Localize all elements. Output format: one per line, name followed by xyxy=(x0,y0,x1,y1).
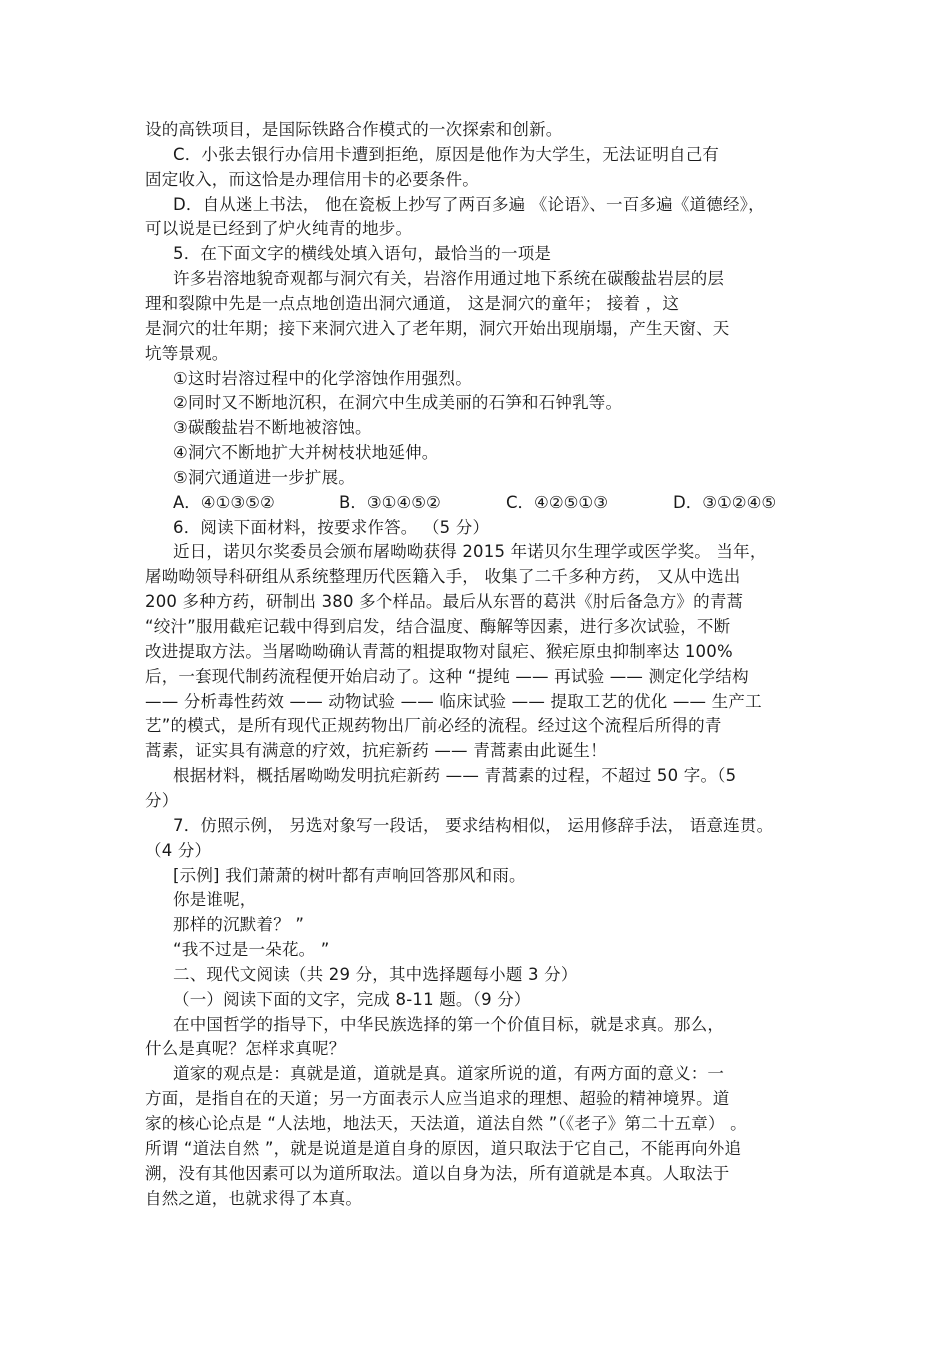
text-line: （一）阅读下面的文字，完成 8-11 题。（9 分） xyxy=(173,990,531,1009)
text-line: “我不过是一朵花。 ” xyxy=(173,940,330,959)
text-line: 屠呦呦领导科研组从系统整理历代医籍入手， 收集了二千多种方药， 又从中选出 xyxy=(145,567,741,586)
text-line: 坑等景观。 xyxy=(145,344,229,363)
text-line: ③碳酸盐岩不断地被溶蚀。 xyxy=(173,418,372,437)
text-line: 那样的沉默着？ ” xyxy=(173,915,305,934)
text-line: 所谓 “道法自然 ”，就是说道是道自身的原因，道只取法于它自己，不能再向外追 xyxy=(145,1139,742,1158)
text-line: 理和裂隙中先是一点点地创造出洞穴通道， 这是洞穴的童年； 接着 ，这 xyxy=(145,294,680,313)
text-line: 根据材料，概括屠呦呦发明抗疟新药 —— 青蒿素的过程，不超过 50 字。（5 xyxy=(173,766,737,785)
text-line: 溯，没有其他因素可以为道所取法。道以自身为法，所有道就是本真。人取法于 xyxy=(145,1164,730,1183)
text-line: 近日，诺贝尔奖委员会颁布屠呦呦获得 2015 年诺贝尔生理学或医学奖。 当年， xyxy=(173,542,767,561)
text-line: 200 多种方药，研制出 380 多个样品。最后从东晋的葛洪《肘后备急方》的青蒿 xyxy=(145,592,744,611)
answer-option: C．④②⑤①③ xyxy=(506,493,608,512)
answer-option: B．③①④⑤② xyxy=(339,493,441,512)
text-line: 你是谁呢， xyxy=(173,890,257,909)
text-line: 是洞穴的壮年期；接下来洞穴进入了老年期，洞穴开始出现崩塌，产生天窗、天 xyxy=(145,319,730,338)
text-line: ①这时岩溶过程中的化学溶蚀作用强烈。 xyxy=(173,369,472,388)
text-line: 二、现代文阅读（共 29 分，其中选择题每小题 3 分） xyxy=(173,965,578,984)
text-line: 6．阅读下面材料，按要求作答。 （5 分） xyxy=(173,518,490,537)
text-line: 可以说是已经到了炉火纯青的地步。 xyxy=(145,219,413,238)
text-line: 分） xyxy=(145,791,179,810)
text-line: —— 分析毒性药效 —— 动物试验 —— 临床试验 —— 提取工艺的优化 —— 生产工 xyxy=(145,692,762,711)
text-line: 什么是真呢？怎样求真呢？ xyxy=(145,1039,346,1058)
text-line: 固定收入，而这恰是办理信用卡的必要条件。 xyxy=(145,170,479,189)
text-line: 5．在下面文字的横线处填入语句，最恰当的一项是 xyxy=(173,244,552,263)
text-line: ②同时又不断地沉积，在洞穴中生成美丽的石笋和石钟乳等。 xyxy=(173,393,623,412)
text-line: 蒿素，证实具有满意的疗效，抗疟新药 —— 青蒿素由此诞生！ xyxy=(145,741,607,760)
answer-option: D．③①②④⑤ xyxy=(673,493,777,512)
text-line: “绞汁”服用截疟记载中得到启发，结合温度、酶解等因素，进行多次试验，不断 xyxy=(145,617,731,636)
text-line: 艺”的模式，是所有现代正规药物出厂前必经的流程。经过这个流程后所得的青 xyxy=(145,716,722,735)
text-line: [示例] 我们萧萧的树叶都有声响回答那风和雨。 xyxy=(173,866,526,885)
text-line: 自然之道，也就求得了本真。 xyxy=(145,1189,363,1208)
text-line: ④洞穴不断地扩大并树枝状地延伸。 xyxy=(173,443,439,462)
text-line: 家的核心论点是 “人法地，地法天，天法道，道法自然 ”（《老子》第二十五章） 。 xyxy=(145,1114,747,1133)
text-line: 方面，是指自在的天道；另一方面表示人应当追求的理想、超验的精神境界。道 xyxy=(145,1089,730,1108)
text-line: ⑤洞穴通道进一步扩展。 xyxy=(173,468,355,487)
text-line: 后，一套现代制药流程便开始启动了。这种 “提纯 —— 再试验 —— 测定化学结构 xyxy=(145,667,749,686)
text-line: 设的高铁项目，是国际铁路合作模式的一次探索和创新。 xyxy=(145,120,563,139)
text-line: 许多岩溶地貌奇观都与洞穴有关，岩溶作用通过地下系统在碳酸盐岩层的层 xyxy=(173,269,725,288)
text-line: （4 分） xyxy=(145,841,212,860)
text-line: 改进提取方法。当屠呦呦确认青蒿的粗提取物对鼠疟、猴疟原虫抑制率达 100% xyxy=(145,642,733,661)
text-line: 在中国哲学的指导下，中华民族选择的第一个价值目标，就是求真。那么， xyxy=(173,1015,725,1034)
text-line: 7．仿照示例， 另选对象写一段话， 要求结构相似， 运用修辞手法， 语意连贯。 xyxy=(173,816,774,835)
answer-option: A．④①③⑤② xyxy=(173,493,275,512)
text-line: 道家的观点是：真就是道，道就是真。道家所说的道，有两方面的意义：一 xyxy=(173,1064,725,1083)
text-line: D．自从迷上书法， 他在瓷板上抄写了两百多遍 《论语》、一百多遍《道德经》， xyxy=(173,195,765,214)
text-line: C．小张去银行办信用卡遭到拒绝，原因是他作为大学生，无法证明自己有 xyxy=(173,145,720,164)
